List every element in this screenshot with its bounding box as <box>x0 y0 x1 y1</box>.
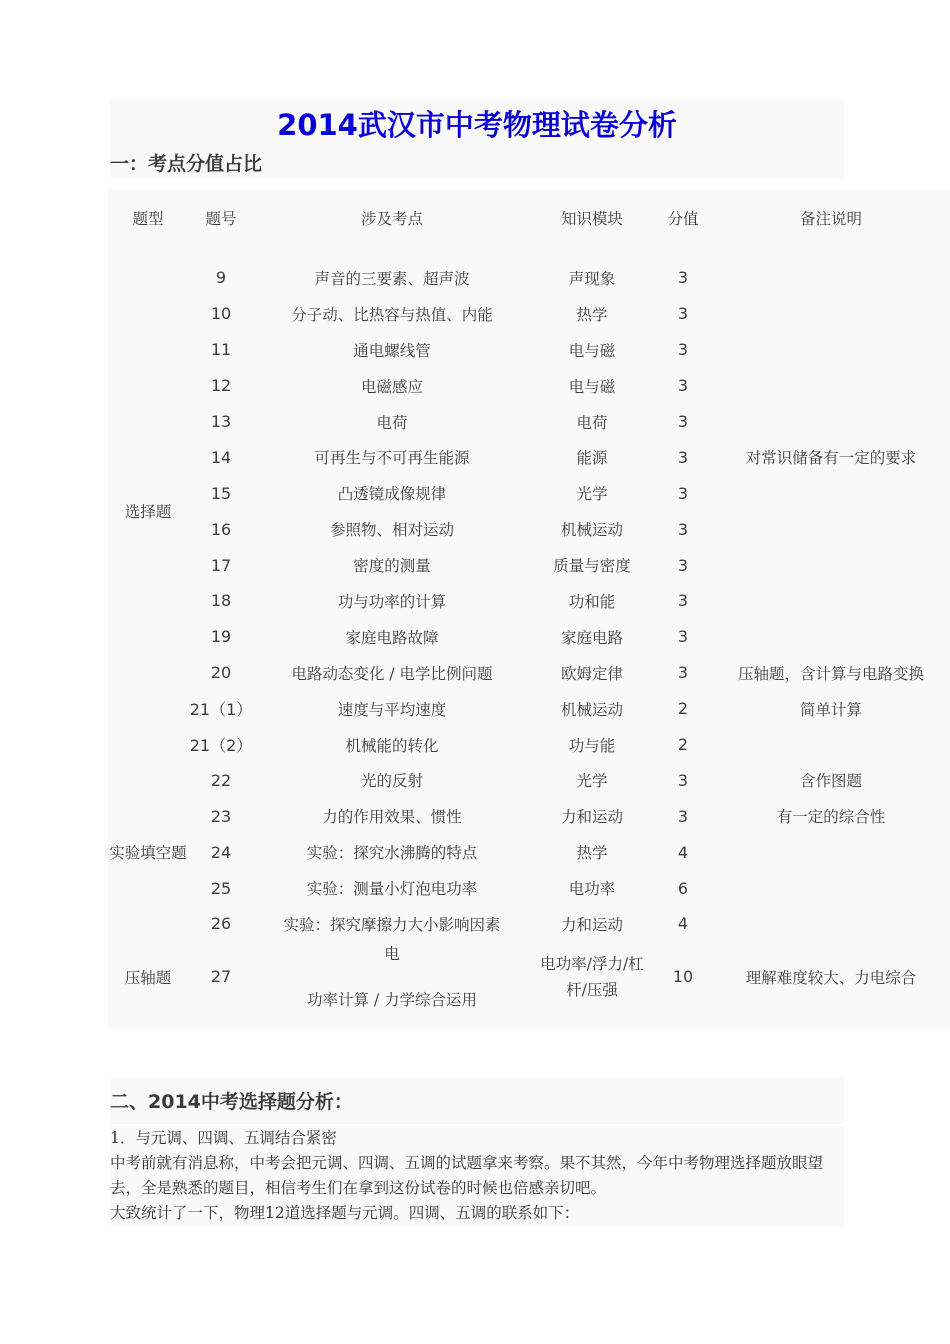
table-row <box>108 727 950 763</box>
header-type: 题型 <box>132 209 164 228</box>
section-heading-choice-analysis: 二、2014中考选择题分析： <box>110 1078 844 1124</box>
topic: 通电螺线管 <box>353 341 431 360</box>
topic: 光的反射 <box>360 772 423 791</box>
paragraph: 中考前就有消息称，中考会把元调、四调、五调的试题拿来考察。果不其然，今年中考物理选择题放眼望去，全是熟悉的题目，相信考生们在拿到这份试卷的时候也倍感亲切吧。 <box>110 1154 824 1197</box>
score: 3 <box>677 412 689 431</box>
question-number: 24 <box>210 842 232 862</box>
topic: 实验：测量小灯泡电功率 <box>306 880 478 899</box>
score: 3 <box>677 555 689 575</box>
score: 3 <box>677 806 689 826</box>
score: 3 <box>677 770 689 790</box>
topic: 实验：探究水沸腾的特点 <box>306 844 478 863</box>
score: 4 <box>677 842 689 862</box>
question-number: 12 <box>210 376 232 396</box>
module: 欧姆定律 <box>560 664 623 683</box>
module: 声现象 <box>568 269 616 288</box>
note-q20: 压轴题，含计算与电路变换 <box>737 664 924 683</box>
module: 功和能 <box>568 592 616 611</box>
module: 家庭电路 <box>560 628 623 647</box>
header-score: 分值 <box>667 209 699 228</box>
table-row <box>108 691 950 727</box>
question-number: 26 <box>210 914 232 934</box>
topic: 电路动态变化 / 电学比例问题 <box>291 664 493 683</box>
table-header-row <box>108 190 950 245</box>
paragraph: 1．与元调、四调、五调结合紧密 <box>110 1129 337 1147</box>
note-choice-group: 对常识储备有一定的要求 <box>745 449 917 468</box>
question-number: 22 <box>210 770 232 790</box>
score: 3 <box>677 483 689 503</box>
question-number: 10 <box>210 304 232 324</box>
topic: 实验：探究摩擦力大小影响因素 <box>283 915 501 934</box>
score: 3 <box>677 376 689 396</box>
module: 机械运动 <box>560 700 623 719</box>
note-q23: 有一定的综合性 <box>776 808 886 827</box>
header-module: 知识模块 <box>560 209 623 228</box>
score: 4 <box>677 914 689 934</box>
score-distribution-table <box>108 190 950 1012</box>
note-q27: 理解难度较大、力电综合 <box>745 968 917 987</box>
score: 3 <box>677 591 689 611</box>
module: 功与能 <box>568 736 616 755</box>
topic: 力的作用效果、惯性 <box>322 808 462 827</box>
question-number: 18 <box>210 591 232 611</box>
topic-line-2: 功率计算 / 力学综合运用 <box>306 990 478 1009</box>
topic: 可再生与不可再生能源 <box>314 449 470 468</box>
module: 热学 <box>576 305 608 324</box>
score: 3 <box>677 663 689 683</box>
section-heading-score-distribution: 一：考点分值占比 <box>110 150 844 178</box>
page-title: 2014武汉市中考物理试卷分析 <box>110 100 844 150</box>
question-number: 27 <box>210 967 232 987</box>
question-number: 25 <box>210 878 232 898</box>
note-q21-1: 简单计算 <box>799 700 862 719</box>
table-row <box>108 798 950 834</box>
note-q22: 含作图题 <box>799 772 862 791</box>
table-row <box>108 260 950 296</box>
type-choice: 选择题 <box>124 503 172 522</box>
module: 电功率 <box>568 880 616 899</box>
topic: 声音的三要素、超声波 <box>314 269 470 288</box>
topic: 凸透镜成像规律 <box>337 485 447 504</box>
question-number: 23 <box>210 806 232 826</box>
header-topic: 涉及考点 <box>360 209 423 228</box>
table-row <box>108 762 950 798</box>
topic <box>254 942 530 1012</box>
score: 10 <box>672 967 694 987</box>
table-row <box>108 870 950 906</box>
question-number: 14 <box>210 447 232 467</box>
table-row <box>108 906 950 942</box>
topic-line-1: 电 <box>384 944 400 963</box>
score-table-container <box>108 190 950 1028</box>
table-row <box>108 942 950 1012</box>
module: 电荷 <box>576 413 608 432</box>
score: 3 <box>677 340 689 360</box>
table-row <box>108 834 950 870</box>
topic: 家庭电路故障 <box>345 628 439 647</box>
question-number: 19 <box>210 627 232 647</box>
topic: 电荷 <box>376 413 408 432</box>
module: 力和运动 <box>560 808 623 827</box>
module: 电功率/浮力/杠杆/压强 <box>540 954 644 999</box>
score: 3 <box>677 268 689 288</box>
type-final: 压轴题 <box>124 968 172 987</box>
module: 机械运动 <box>560 521 623 540</box>
module: 光学 <box>576 485 608 504</box>
analysis-paragraphs <box>110 1126 844 1226</box>
question-number: 15 <box>210 483 232 503</box>
question-number: 13 <box>210 412 232 431</box>
question-number: 9 <box>215 268 227 288</box>
score: 3 <box>677 627 689 647</box>
topic: 参照物、相对运动 <box>329 521 454 540</box>
table-row <box>108 655 950 691</box>
type-experiment: 实验填空题 <box>109 844 187 863</box>
score: 3 <box>677 304 689 324</box>
module: 热学 <box>576 844 608 863</box>
score: 3 <box>677 447 689 467</box>
module: 力和运动 <box>560 915 623 934</box>
module: 能源 <box>576 449 608 468</box>
header-number: 题号 <box>205 209 237 228</box>
score: 3 <box>677 519 689 539</box>
topic: 密度的测量 <box>353 557 431 576</box>
score: 2 <box>677 735 689 755</box>
topic: 速度与平均速度 <box>337 700 447 719</box>
question-number: 11 <box>210 340 232 360</box>
question-number: 21（1） <box>189 700 253 720</box>
question-number: 16 <box>210 519 232 539</box>
paragraph: 大致统计了一下，物理12道选择题与元调。四调、五调的联系如下： <box>110 1204 580 1222</box>
module: 质量与密度 <box>553 557 631 576</box>
topic: 电磁感应 <box>360 377 423 396</box>
question-number: 20 <box>210 663 232 683</box>
score: 2 <box>677 699 689 719</box>
score: 6 <box>677 878 689 898</box>
topic: 功与功率的计算 <box>337 592 447 611</box>
module: 电与磁 <box>568 377 616 396</box>
header-notes: 备注说明 <box>799 209 862 228</box>
module: 电与磁 <box>568 341 616 360</box>
question-number: 17 <box>210 555 232 575</box>
topic: 分子动、比热容与热值、内能 <box>291 305 493 324</box>
question-number: 21（2） <box>189 736 253 756</box>
topic: 机械能的转化 <box>345 736 439 755</box>
module: 光学 <box>576 772 608 791</box>
